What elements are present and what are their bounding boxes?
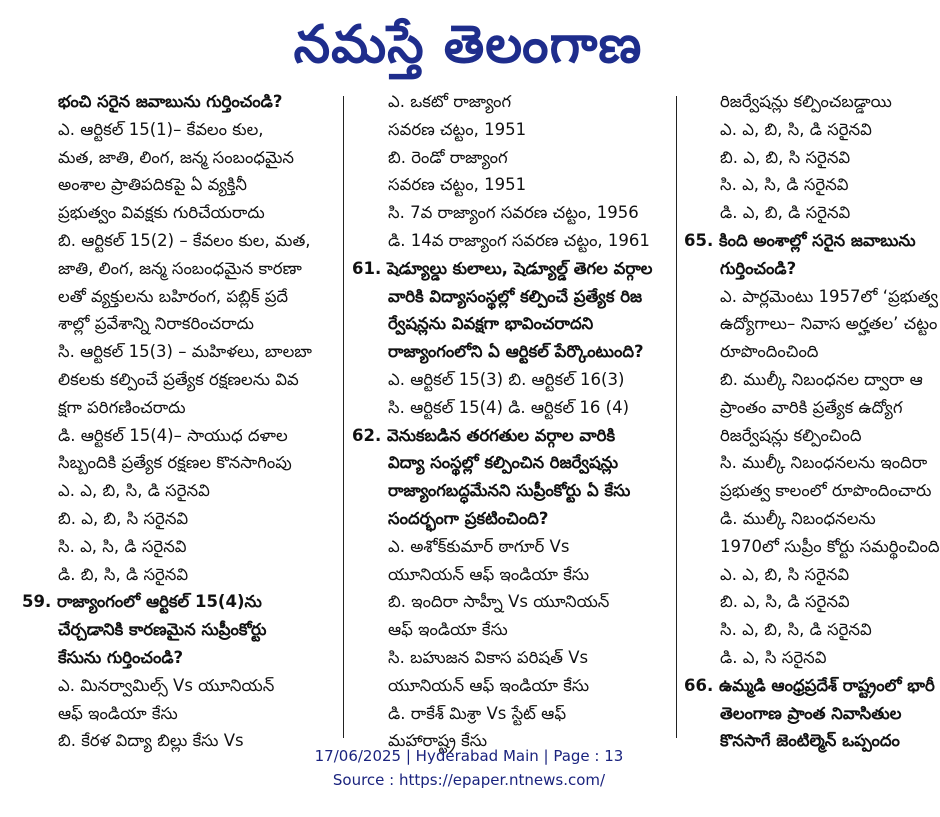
text-line: ప్రాంతం వారికి ప్రత్యేక ఉద్యోగ	[720, 397, 903, 417]
text-line: యూనియన్ ఆఫ్ ఇండియా కేసు	[388, 675, 590, 695]
text-line: డి. ముల్కీ నిబంధనలను	[720, 508, 876, 528]
text-line: ఎ. ఎ, బి, సి, డి సరైనవి	[720, 119, 872, 139]
text-line: సి. 7వ రాజ్యాంగ సవరణ చట్టం, 1956	[388, 203, 639, 223]
text-line: డి. బి, సి, డి సరైనవి	[58, 564, 189, 584]
text-line: ఎ. ఆర్టికల్ 15(1)– కేవలం కుల,	[58, 119, 264, 139]
question-line: రాజ్యాంగంలోని ఏ ఆర్టికల్ పేర్కొంటుంది?	[388, 342, 644, 362]
column-1	[22, 88, 340, 755]
text-line: ప్రభుత్వ కాలంలో రూపొందించారు	[720, 481, 932, 501]
text-line: ఎ. ఎ, బి, సి సరైనవి	[720, 564, 850, 584]
text-line: రిజర్వేషన్లు కల్పించబడ్డాయి	[720, 92, 892, 111]
question-line: 61. షెడ్యూల్డు కులాలు, షెడ్యూల్డ్ తెగల వర్గాల	[352, 258, 653, 278]
text-line: బి. ఎ, బి, సి సరైనవి	[58, 508, 189, 528]
text-line: సి. ఎ, బి, సి, డి సరైనవి	[720, 620, 872, 640]
question-line: కేసును గుర్తించండి?	[58, 647, 184, 667]
question-line: రాజ్యాంగబద్ధమేనని సుప్రీంకోర్టు ఏ కేసు	[388, 481, 631, 501]
question-line: వారికి విద్యాసంస్థల్లో కల్పించే ప్రత్యేక రిజ	[388, 286, 643, 306]
question-line: 62. వెనుకబడిన తరగతుల వర్గాల వారికి	[352, 425, 616, 445]
question-line: కొనసాగే జెంటిల్మెన్ ఒప్పందం	[720, 731, 900, 751]
text-line: రిజర్వేషన్లు కల్పించింది	[720, 425, 862, 445]
text-line: సి. ముల్కీ నిబంధనలను ఇందిరా	[720, 453, 928, 473]
text-line: లతో వ్యక్తులను బహిరంగ, పబ్లిక్ ప్రదే	[58, 286, 289, 306]
text-line: బి. ఇందిరా సాహ్నీ Vs యూనియన్	[388, 592, 610, 612]
column-divider	[676, 96, 677, 738]
text-line: సవరణ చట్టం, 1951	[388, 175, 527, 195]
text-line: సి. బహుజన వికాస పరిషత్ Vs	[388, 647, 589, 667]
text-line: 1970లో సుప్రీం కోర్టు సమర్థించింది	[720, 536, 940, 556]
text-line: బి. రెండో రాజ్యాంగ	[388, 147, 508, 167]
question-line: భంచి సరైన జవాబును గుర్తించండి?	[58, 92, 283, 111]
text-line: ప్రభుత్వం వివక్షకు గురిచేయరాదు	[58, 203, 265, 223]
text-line: మహారాష్ట్ర కేసు	[388, 731, 488, 751]
text-line: ఎ. ఒకటో రాజ్యాంగ	[388, 92, 512, 111]
text-line: లికలకు కల్పించే ప్రత్యేక రక్షణలను వివ	[58, 369, 299, 389]
text-line: క్షగా పరిగణించరాదు	[58, 397, 186, 417]
text-line: బి. ఆర్టికల్ 15(2) – కేవలం కుల, మత,	[58, 230, 311, 250]
text-line: బి. ఎ, బి, సి సరైనవి	[720, 147, 851, 167]
text-line: సి. ఎ, సి, డి సరైనవి	[720, 175, 849, 195]
column-2	[352, 88, 670, 755]
text-line: సవరణ చట్టం, 1951	[388, 119, 527, 139]
text-line: యూనియన్ ఆఫ్ ఇండియా కేసు	[388, 564, 590, 584]
text-line: సిబ్బందికి ప్రత్యేక రక్షణల కొనసాగింపు	[58, 453, 292, 473]
text-line: ఎ. మినర్వామిల్స్ Vs యూనియన్	[58, 675, 275, 695]
text-line: డి. ఎ, బి, డి సరైనవి	[720, 203, 851, 223]
question-line: విద్యా సంస్థల్లో కల్పించిన రిజర్వేషన్లు	[388, 453, 619, 473]
text-line: శాల్లో ప్రవేశాన్ని నిరాకరించరాదు	[58, 314, 255, 334]
text-line: బి. ముల్కీ నిబంధనల ద్వారా ఆ	[720, 369, 923, 389]
column-divider	[343, 96, 344, 738]
source-link[interactable]: Source : https://epaper.ntnews.com/	[332, 771, 606, 789]
text-line: ఎ. ఎ, బి, సి, డి సరైనవి	[58, 481, 210, 501]
text-line: మత, జాతి, లింగ, జన్మ సంబంధమైన	[58, 147, 295, 167]
text-line: డి. రాకేశ్ మిశ్రా Vs స్టేట్ ఆఫ్	[388, 703, 567, 723]
text-line: డి. ఆర్టికల్ 15(4)– సాయుధ దళాల	[58, 425, 288, 445]
page-footer	[0, 744, 938, 792]
text-line: ఎ. ఆర్టికల్ 15(3) బి. ఆర్టికల్ 16(3)	[388, 369, 625, 389]
text-line: ఆఫ్ ఇండియా కేసు	[388, 620, 508, 640]
text-line: అంశాల ప్రాతిపదికపై ఏ వ్యక్తినీ	[58, 175, 247, 195]
question-line: సందర్భంగా ప్రకటించింది?	[388, 508, 549, 528]
text-line: ఎ. పార్లమెంటు 1957లో ‘ప్రభుత్వ	[720, 286, 939, 306]
text-line: రూపొందించింది	[720, 342, 819, 362]
question-line: ర్వేషన్లను వివక్షగా భావించరాదని	[388, 314, 594, 334]
column-3	[684, 88, 938, 755]
text-line: సి. ఆర్టికల్ 15(4) డి. ఆర్టికల్ 16 (4)	[388, 397, 630, 417]
text-line: ఆఫ్ ఇండియా కేసు	[58, 703, 178, 723]
text-line: డి. ఎ, సి సరైనవి	[720, 647, 827, 667]
masthead	[0, 0, 938, 96]
text-line: జాతి, లింగ, జన్మ సంబంధమైన కారణా	[58, 258, 302, 278]
text-line: సి. ఆర్టికల్ 15(3) – మహిళలు, బాలబా	[58, 342, 312, 362]
question-line: 65. కింది అంశాల్లో సరైన జవాబును	[684, 230, 916, 250]
newspaper-logo: నమస్తే తెలంగాణ	[293, 15, 643, 75]
text-line: డి. 14వ రాజ్యాంగ సవరణ చట్టం, 1961	[388, 230, 650, 250]
question-line: గుర్తించండి?	[720, 258, 797, 278]
question-line: చేర్చడానికి కారణమైన సుప్రీంకోర్టు	[58, 620, 267, 640]
question-line: తెలంగాణ ప్రాంత నివాసితుల	[720, 703, 902, 723]
text-line: బి. ఎ, సి, డి సరైనవి	[720, 592, 850, 612]
text-line: ఉద్యోగాలు– నివాస అర్హతల’ చట్టం	[720, 314, 938, 334]
text-line: సి. ఎ, సి, డి సరైనవి	[58, 536, 187, 556]
article-body	[0, 92, 940, 751]
text-line: ఎ. అశోక్‌కుమార్ ఠాగూర్ Vs	[388, 536, 570, 556]
edition-info: 17/06/2025 | Hyderabad Main | Page : 13	[314, 747, 624, 765]
text-line: బి. కేరళ విద్యా బిల్లు కేసు Vs	[58, 731, 244, 751]
question-line: 66. ఉమ్మడి ఆంధ్రప్రదేశ్ రాష్ట్రంలో భారీ	[684, 675, 935, 695]
question-line: 59. రాజ్యాంగంలో ఆర్టికల్ 15(4)ను	[22, 592, 262, 612]
